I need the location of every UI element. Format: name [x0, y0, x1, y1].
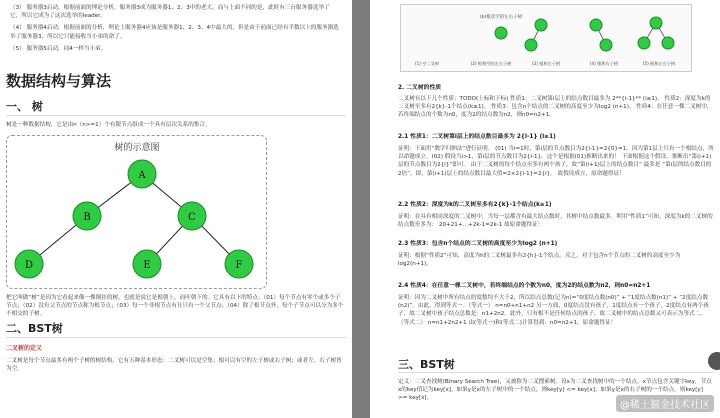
- property-2-proof: 证明：在具有相同深度的二叉树中，当每一层都含有最大结点数时，其树中结点数最多。利用“性质1”可知，深度为k的二叉树的结点数至多为： 20+21+…+2k-1=2k-1 故原命题得证！: [398, 214, 713, 229]
- definition-text: 二叉树是每个节点最多有两个子树的树结构。它有五种基本形态：二叉树可以是空集；根可以有空的左子树或右子树；或者左、右子树皆为空。: [6, 358, 342, 373]
- divider: [6, 115, 346, 116]
- watermark: @稀土掘金技术社区: [616, 395, 714, 412]
- form5-left: [638, 37, 650, 49]
- section-heading-tree: 一、 树: [6, 100, 43, 113]
- form3-left: [525, 39, 537, 51]
- tree-node-a: [128, 160, 156, 188]
- list-item: （3） 服务器3启动，根据前面的理论分析，服务器3成为服务器1、2、3中的老大，而与上面不同的是，此时有三台服务器选举了它，所以它成为了这次选举的leader。: [10, 5, 330, 20]
- section-heading-bst: 二、BST树: [6, 322, 63, 335]
- property-1-title: 2.1 性质1：二叉树第i层上的结点数目最多为 2{i-1} (i≥1): [398, 134, 556, 140]
- tree-description: 把它叫做“树”是因为它看起来像一棵倒挂的树，也就是说它是根朝上，而叶朝下的。它具有以下的特点：（01）每个节点有零个或多个子节点；（02）没有父节点的节点称为根节点；（03）每一个非根节点有且只有一个父节点；（04）除了根节点外，每个子节点可以分为多个不相交的子树。: [6, 295, 344, 318]
- svg-text:C: C: [188, 212, 196, 223]
- svg-text:D: D: [24, 260, 34, 271]
- tree-node-f: [225, 250, 253, 278]
- svg-text:F: F: [235, 260, 243, 271]
- form2-root: [495, 27, 507, 39]
- diagram-caption: (1) 空二叉树: [414, 61, 440, 66]
- tree-node-b: [73, 202, 101, 230]
- form3-root: [535, 19, 547, 31]
- tree-node-c: [178, 202, 206, 230]
- svg-text:E: E: [143, 260, 151, 271]
- tree-figure-title: 树的示意图: [114, 143, 160, 153]
- binary-tree-forms-figure: [400, 4, 692, 72]
- section-heading-bst-3: 三、BST树: [398, 358, 455, 371]
- form4-root: [590, 19, 602, 31]
- property-3-proof: 证明：根据“性质2”可知，高度为h的二叉树最多有2{h}-1个结点。反之，对于包含n个节点的二叉树的高度至少为log2(n+1)。: [398, 253, 681, 268]
- property-4-title: 2.4 性质4：在任意一棵二叉树中，若终端结点的个数为n0，度为2的结点数为n2，则n0=n2+1: [398, 283, 651, 289]
- properties-intro: 二叉树有以下几个性质：TODO(上标和下标) 性质1：二叉树第i层上的结点数目最多为 2**{i-1}** (i≥1)。 性质2：深度为k的二叉树至多有2{k}-1个结点(k≥1)。 性质3：包含n个结点的二叉树的高度至少为log2 (n+1)。 性质4：在任意一棵二叉树中，若终端结点的个数为n0，度为2的结点数为n2，则n0=n2+1。: [398, 96, 713, 119]
- diagram-top-label: (b)根及空的左右子树: [479, 15, 523, 20]
- divider: [398, 372, 714, 373]
- list-item: （4） 服务器4启动，根据前面的分析，理论上服务器4应该是服务器1、2、3、4中最大的，但是由于前面已经有半数以上的服务器选举了服务器3，所以它只能接收当小弟的命了。: [10, 25, 339, 40]
- diagram-caption: (5) 根和左右子树: [642, 61, 676, 66]
- tree-node-e: [133, 250, 161, 278]
- tree-diagram: [7, 136, 266, 288]
- page-heading: 数据结构与算法: [6, 72, 112, 90]
- subheading-definition: 二叉树的定义: [6, 345, 43, 352]
- diagram-caption: (3) 根和左子树: [531, 61, 561, 66]
- right-document-page: [370, 0, 720, 418]
- scroll-badge[interactable]: [708, 352, 720, 370]
- property-4-proof: 证明：因为二叉树中所有结点的度数均不大于2，所以结点总数(记为n)=“0度结点数(n0)” + “1度结点数(n1)” + “2度结点数(n2)”。由此，得到等式一。（等式一） n=n0+n1+n2 另一方面，0度结点没有孩子，1度结点有一个孩子，2度结点有两个孩子，故二叉树中孩子结点总数是：n1+2n2。此外，只有根不是任何结点的孩子。故二叉树中的结点总数又可表示为等式二。（等式二） n=n1+2n2+1 由(等式一)和(等式二)计算得到：n0=n2+1。原命题得证！: [398, 295, 709, 326]
- property-1-proof: 证明：下面用“数学归纳法”进行证明。 (01) 当i=1时，第i层的节点数目为2{i-1}=2{0}=1。因为第1层上只有一个根结点，所以命题成立。(02) 假设当i>1，第i层的节点数目为2{i-1}。这个是根据(01)推断出来的！ 下面根据这个假设，推断出“第(i+1)层的节点数目为2{i}”即可。 由于二叉树的每个结点至多有两个孩子，故“第(i+1)层上的结点数目” 最多是 “第i层的结点数目的2倍”。即，第(i+1)层上的结点数目最大值=2×2{i-1}=2{i}。 故假设成立，原命题得证！: [398, 146, 714, 177]
- diagram-caption: (2) 根和空的左右子树: [470, 61, 512, 66]
- property-3-title: 2.3 性质3：包含n个结点的二叉树的高度至少为log2 (n+1): [398, 241, 558, 247]
- diagram-caption: (4) 根和右子树: [589, 61, 619, 66]
- subheading-properties: 2. 二叉树的性质: [398, 85, 442, 91]
- svg-text:B: B: [83, 212, 91, 223]
- list-item: （5） 服务器5启动，同4一样当小弟。: [10, 45, 107, 52]
- divider: [6, 337, 346, 338]
- svg-text:A: A: [138, 170, 146, 181]
- tree-node-d: [15, 250, 43, 278]
- form5-root: [650, 17, 662, 29]
- binary-tree-forms-diagram: [401, 5, 691, 71]
- property-2-title: 2.2 性质2：深度为k的二叉树至多有2{k}-1个结点(k≥1): [398, 202, 552, 208]
- tree-figure: [6, 135, 267, 289]
- form5-right: [662, 37, 674, 49]
- tree-intro: 树是一种数据结构，它是由n（n>=1）个有限节点组成一个具有层次关系的集合。: [6, 122, 211, 128]
- left-document-page: [0, 0, 352, 418]
- form4-right: [600, 39, 612, 51]
- bst-definition: 定义：二叉查找树(Binary Search Tree)，又被称为二叉搜索树。设x为二叉查找树中的一个结点，x节点包含关键字key，节点x的key值记为key[x]。如果y是x的左子树中的一个结点，则key[y] <= key[x]；如果y是x的右子树的一个结点，则key[y] >= key[x]。: [398, 379, 712, 402]
- server-list: [10, 4, 340, 53]
